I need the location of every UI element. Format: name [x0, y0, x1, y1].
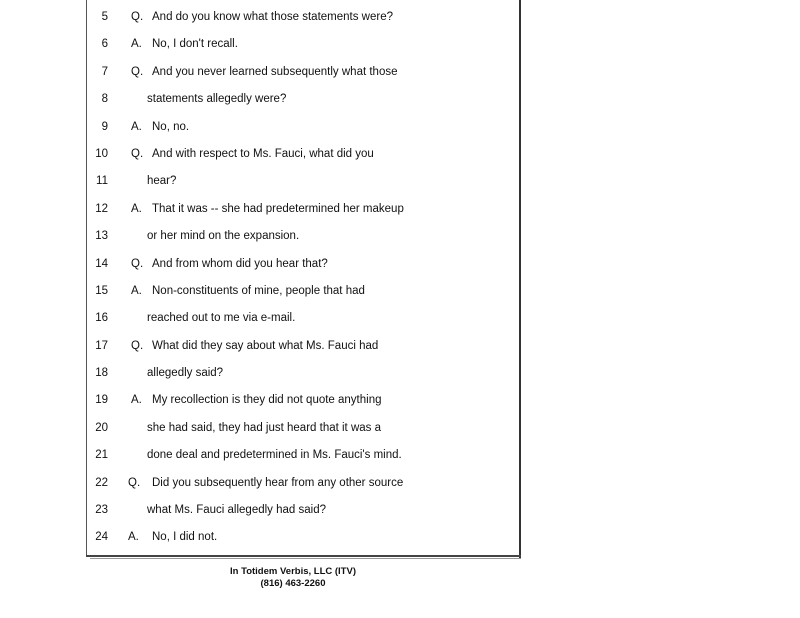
line-number: 23 [95, 504, 108, 517]
line-text: hear? [147, 175, 177, 188]
transcript-line [0, 141, 520, 168]
line-number: 15 [95, 284, 108, 297]
line-number: 9 [101, 120, 108, 133]
line-text: Did you subsequently hear from any other source [152, 476, 404, 489]
question-marker: Q. [131, 257, 144, 270]
transcript-line [0, 168, 520, 195]
transcript-line [0, 278, 520, 305]
line-number: 7 [101, 65, 108, 78]
line-number: 18 [95, 367, 108, 380]
transcript-line [0, 223, 520, 250]
question-marker: Q. [131, 339, 144, 352]
line-text: reached out to me via e-mail. [147, 312, 296, 325]
transcript-line [0, 470, 520, 497]
line-text: No, I don't recall. [152, 38, 238, 51]
transcript-line [0, 333, 520, 360]
answer-marker: A. [131, 120, 142, 133]
transcript-line [0, 305, 520, 332]
answer-marker: A. [131, 394, 142, 407]
line-number: 5 [101, 11, 108, 23]
question-marker: Q. [131, 11, 144, 23]
line-number: 8 [101, 93, 108, 106]
answer-marker: A. [131, 202, 142, 215]
question-marker: Q. [128, 476, 141, 489]
line-number: 17 [95, 339, 108, 352]
line-number: 10 [95, 147, 108, 160]
line-text: And from whom did you hear that? [152, 257, 328, 270]
line-number: 24 [95, 531, 108, 544]
transcript-line [0, 114, 520, 141]
line-text: she had said, they had just heard that it was a [147, 421, 381, 434]
line-text: statements allegedly were? [147, 93, 287, 106]
transcript-line [0, 360, 520, 387]
line-text: No, I did not. [152, 531, 218, 544]
footer [0, 566, 800, 590]
answer-marker: A. [131, 38, 142, 51]
page-frame-bottom [86, 555, 521, 557]
transcript-line [0, 59, 520, 86]
line-text: And with respect to Ms. Fauci, what did you [152, 147, 374, 160]
footer-phone: (816) 463-2260 [260, 578, 326, 589]
line-number: 20 [95, 421, 108, 434]
transcript-line [0, 4, 520, 31]
transcript-line [0, 196, 520, 223]
transcript-line [0, 524, 520, 551]
line-number: 12 [95, 202, 108, 215]
line-text: No, no. [152, 120, 190, 133]
transcript-lines [0, 4, 520, 552]
transcript-line [0, 387, 520, 414]
footer-company: In Totidem Verbis, LLC (ITV) [230, 566, 356, 577]
line-number: 14 [95, 257, 108, 270]
line-text: allegedly said? [147, 367, 224, 380]
line-text: Non-constituents of mine, people that had [152, 284, 365, 297]
transcript-line [0, 86, 520, 113]
transcript-line [0, 415, 520, 442]
line-number: 6 [101, 38, 108, 51]
line-text: What did they say about what Ms. Fauci had [152, 339, 379, 352]
question-marker: Q. [131, 65, 144, 78]
line-text: That it was -- she had predetermined her makeup [152, 202, 404, 215]
line-text: And do you know what those statements were? [152, 11, 394, 23]
transcript-line [0, 251, 520, 278]
line-number: 11 [96, 175, 108, 188]
answer-marker: A. [131, 284, 142, 297]
line-text: And you never learned subsequently what those [152, 65, 398, 78]
transcript-line [0, 497, 520, 524]
line-number: 22 [95, 476, 108, 489]
line-number: 16 [95, 312, 108, 325]
question-marker: Q. [131, 147, 144, 160]
line-text: My recollection is they did not quote anything [152, 394, 382, 407]
line-text: or her mind on the expansion. [147, 230, 300, 243]
page-frame-shadow [90, 558, 521, 559]
transcript-line [0, 31, 520, 58]
transcript-line [0, 442, 520, 469]
line-number: 19 [95, 394, 108, 407]
line-text: done deal and predetermined in Ms. Fauci's mind. [147, 449, 402, 462]
answer-marker: A. [128, 531, 139, 544]
line-text: what Ms. Fauci allegedly had said? [147, 504, 326, 517]
line-number: 21 [95, 449, 108, 462]
line-number: 13 [95, 230, 108, 243]
